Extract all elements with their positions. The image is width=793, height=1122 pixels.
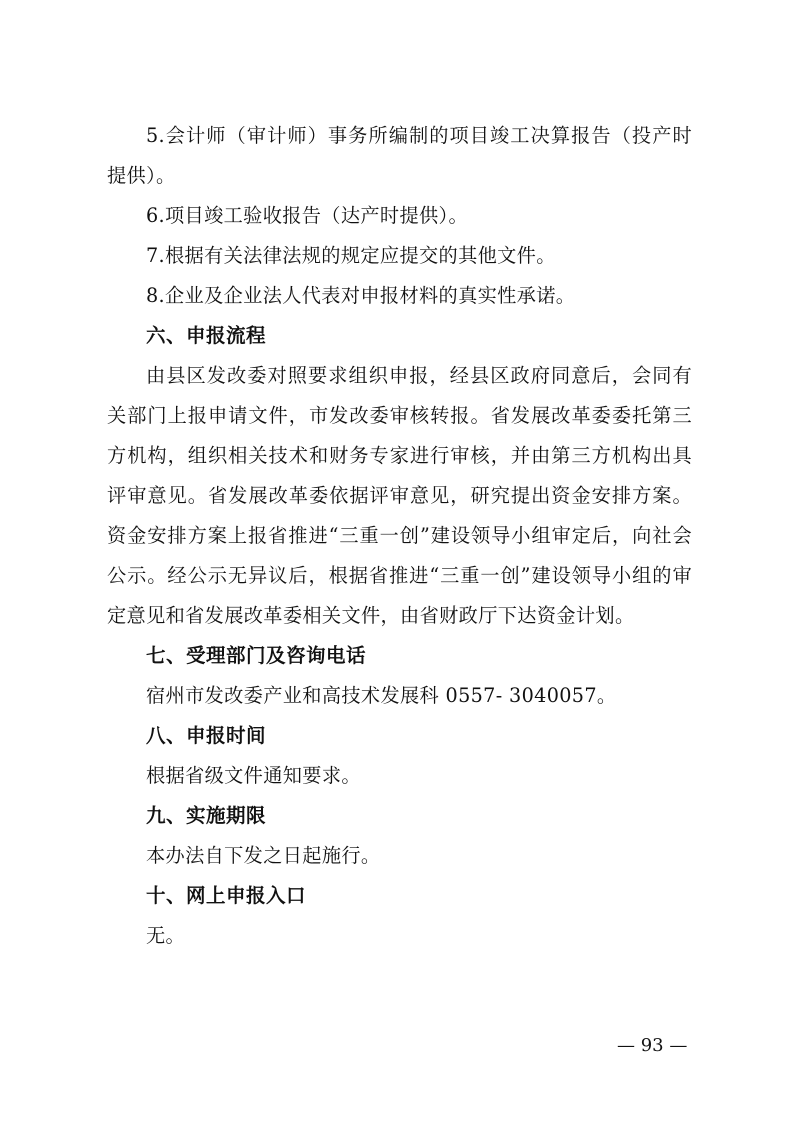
section-heading-9: 九、实施期限 xyxy=(146,804,267,827)
section-6-body: 由县区发改委对照要求组织申报，经县区政府同意后，会同有关部门上报申请文件，市发改委审核转报。省发展改革委委托第三方机构，组织相关技术和财务专家进行审核，并由第三方机构出具评审意见。省发展改革委依据评审意见，研究提出资金安排方案。资金安排方案上报省推进“三重一创”建设领导小组审定后，向社会公示。经公示无异议后，根据省推进“三重一创”建设领导小组的审定意见和省发展改革委相关文件，由省财政厅下达资金计划。 xyxy=(107,364,692,627)
section-7-body: 宿州市发改委产业和高技术发展科 0557- 3040057。 xyxy=(146,684,617,707)
page-number: — 93 — xyxy=(617,1035,688,1056)
document-body xyxy=(107,116,692,956)
list-item-5: 5.会计师（审计师）事务所编制的项目竣工决算报告（投产时提供）。 xyxy=(107,124,692,187)
section-heading-8: 八、申报时间 xyxy=(146,724,267,747)
section-heading-6: 六、申报流程 xyxy=(146,324,267,347)
list-item-6: 6.项目竣工验收报告（达产时提供）。 xyxy=(146,204,469,227)
list-item-7: 7.根据有关法律法规的规定应提交的其他文件。 xyxy=(146,244,556,267)
section-10-body: 无。 xyxy=(146,924,186,947)
section-9-body: 本办法自下发之日起施行。 xyxy=(146,844,381,867)
section-heading-10: 十、网上申报入口 xyxy=(146,884,307,907)
list-item-8: 8.企业及企业法人代表对申报材料的真实性承诺。 xyxy=(146,284,576,307)
section-8-body: 根据省级文件通知要求。 xyxy=(146,764,361,787)
section-heading-7: 七、受理部门及咨询电话 xyxy=(146,644,367,667)
